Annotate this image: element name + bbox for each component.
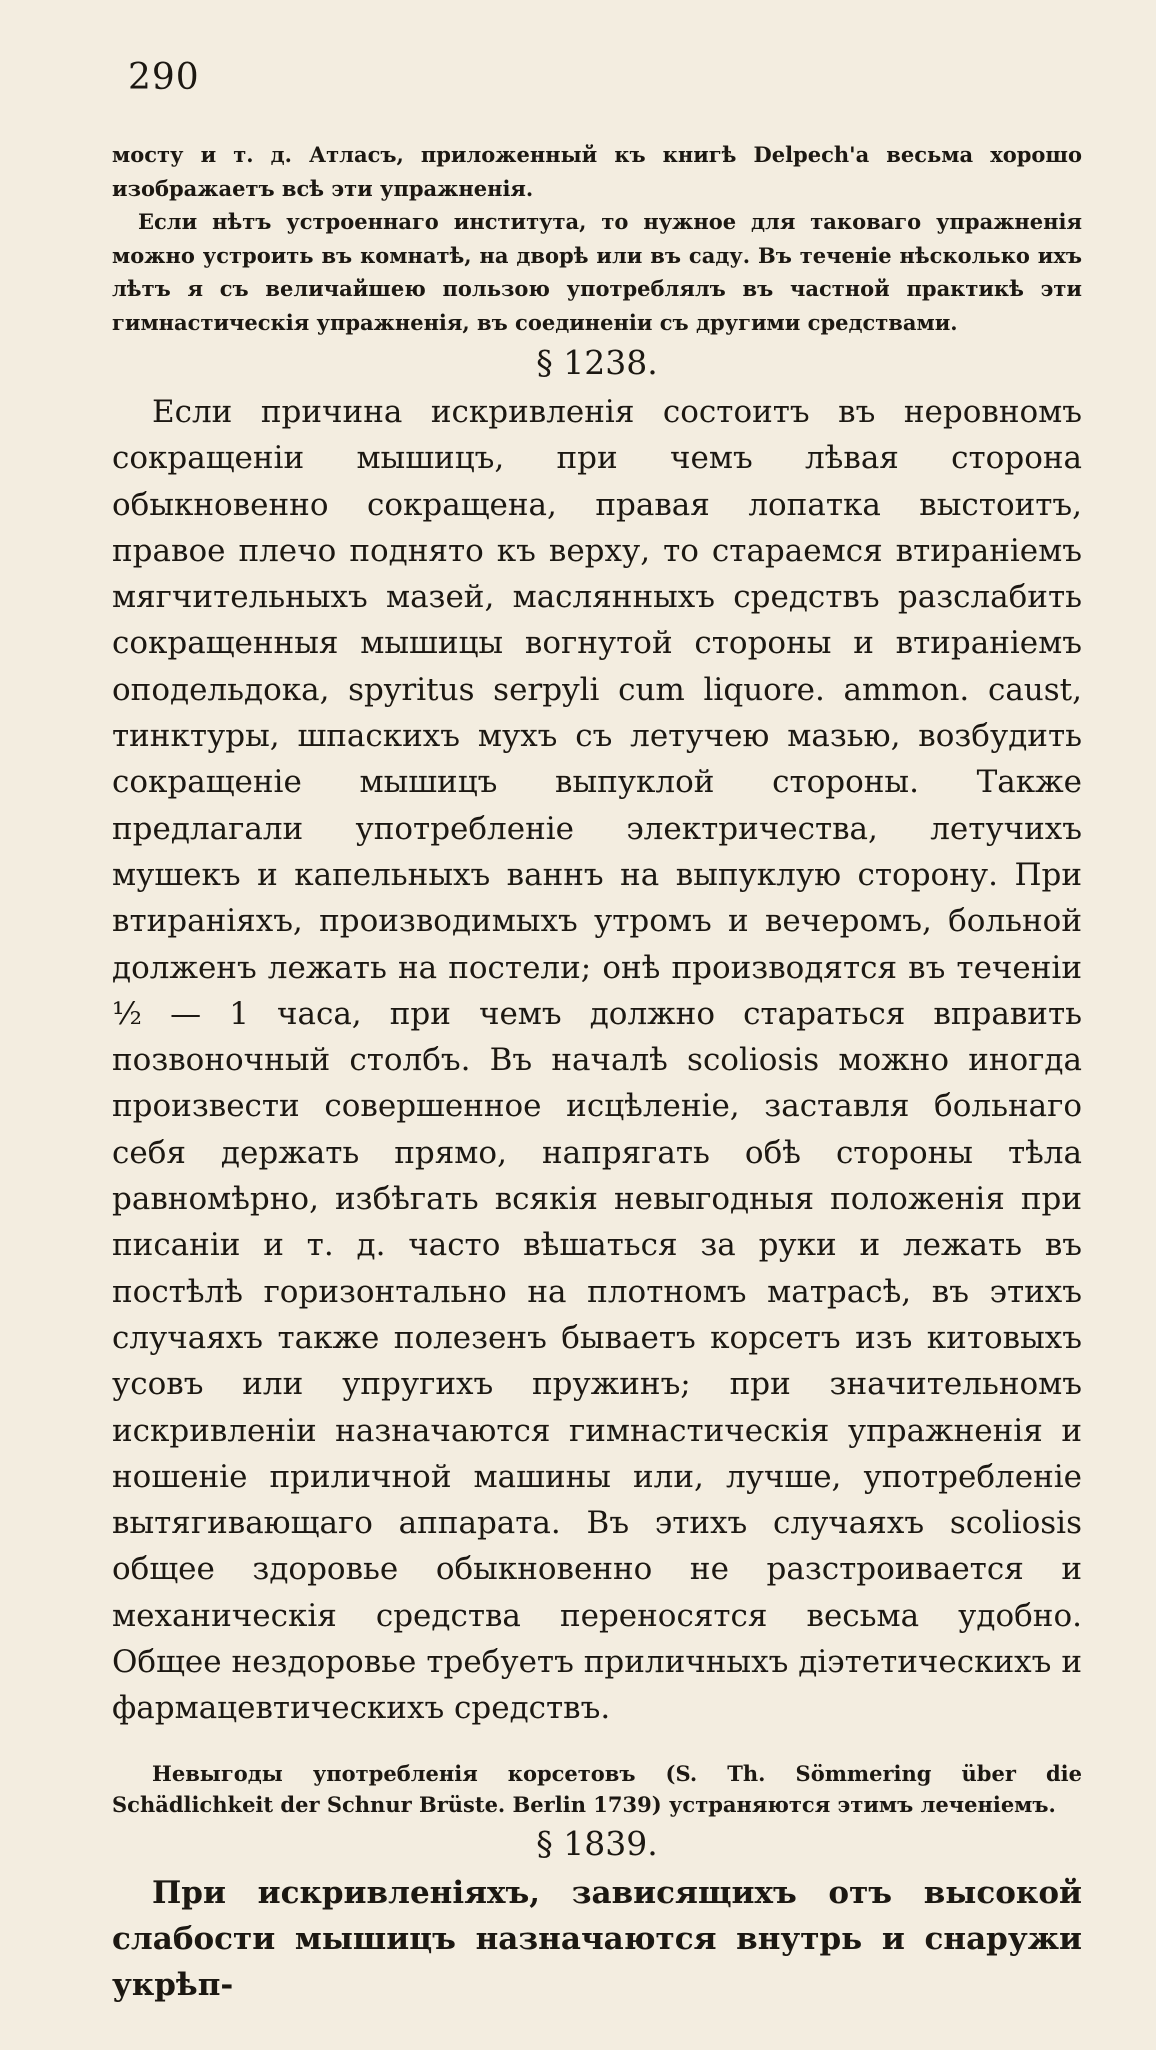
section-heading-1839: § 1839. xyxy=(536,1823,658,1863)
top-text-block xyxy=(112,138,1082,339)
institute-paragraph: Если нѣтъ устроеннаго института, то нужное для таковаго упражненія можно устроить въ комнатѣ, на дворѣ или въ саду. Въ теченіе нѣсколько ихъ лѣтъ я съ величайшею пользою употреблялъ въ частной практикѣ эти гимнастическія упражненія, въ соединеніи съ другими средствами. xyxy=(112,209,1082,335)
corset-note: Невыгоды употребленія корсетовъ (S. Th. Sömmering über die Schädlichkeit der Schnur Brüste. Berlin 1739) устраняются этимъ леченіемъ. xyxy=(112,1760,1082,1817)
section-1839-body: При искривленіяхъ, зависящихъ отъ высокой слабости мышицъ назначаются внутрь и снаружи укрѣп- xyxy=(112,1874,1082,2004)
section-heading-1238: § 1238. xyxy=(536,343,658,382)
section-1238-body: Если причина искривленія состоитъ въ неровномъ сокращеніи мышицъ, при чемъ лѣвая сторона обыкновенно сокращена, правая лопатка выстоитъ, правое плечо поднято къ верху, то стараемся втираніемъ мягчительныхъ мазей, маслянныхъ средствъ разслабить сокращенныя мышицы вогнутой стороны и втираніемъ оподельдока, spyritus serpyli cum liquore. ammon. caust, тинктуры, шпаскихъ мухъ съ летучею мазью, возбудить сокращеніе мышицъ выпуклой стороны. Также предлагали употребленіе электричества, летучихъ мушекъ и капельныхъ ваннъ на выпуклую сторону. При втираніяхъ, производимыхъ утромъ и вечеромъ, больной долженъ лежать на постели; онѣ производятся въ теченіи ½ — 1 часа, при чемъ должно стараться вправить позвоночный столбъ. Въ началѣ scoliosis можно иногда произвести совершенное исцѣленіе, заставля больнаго себя держать прямо, напрягать обѣ стороны тѣла равномѣрно, избѣгать всякія невыгодныя положенія при писаніи и т. д. часто вѣшаться за руки и лежать въ постѣлѣ горизонтально на плотномъ матрасѣ, въ этихъ случаяхъ также полезенъ бываетъ корсетъ изъ китовыхъ усовъ или упругихъ пружинъ; при значительномъ искривленіи назначаются гимнастическія упражненія и ношеніе приличной машины или, лучше, употребленіе вытягивающаго аппарата. Въ этихъ случаяхъ scoliosis общее здоровье обыкновенно не разстроивается и механическія средства переносятся весьма удобно. Общее нездоровье требуетъ приличныхъ діэтетическихъ и фармацевтическихъ средствъ. xyxy=(112,394,1082,1727)
page-number: 290 xyxy=(128,57,200,98)
continued-paragraph: мосту и т. д. Атласъ, приложенный къ книгѣ Delpech'а весьма хорошо изображаетъ всѣ эти упражненія. xyxy=(112,142,1082,201)
